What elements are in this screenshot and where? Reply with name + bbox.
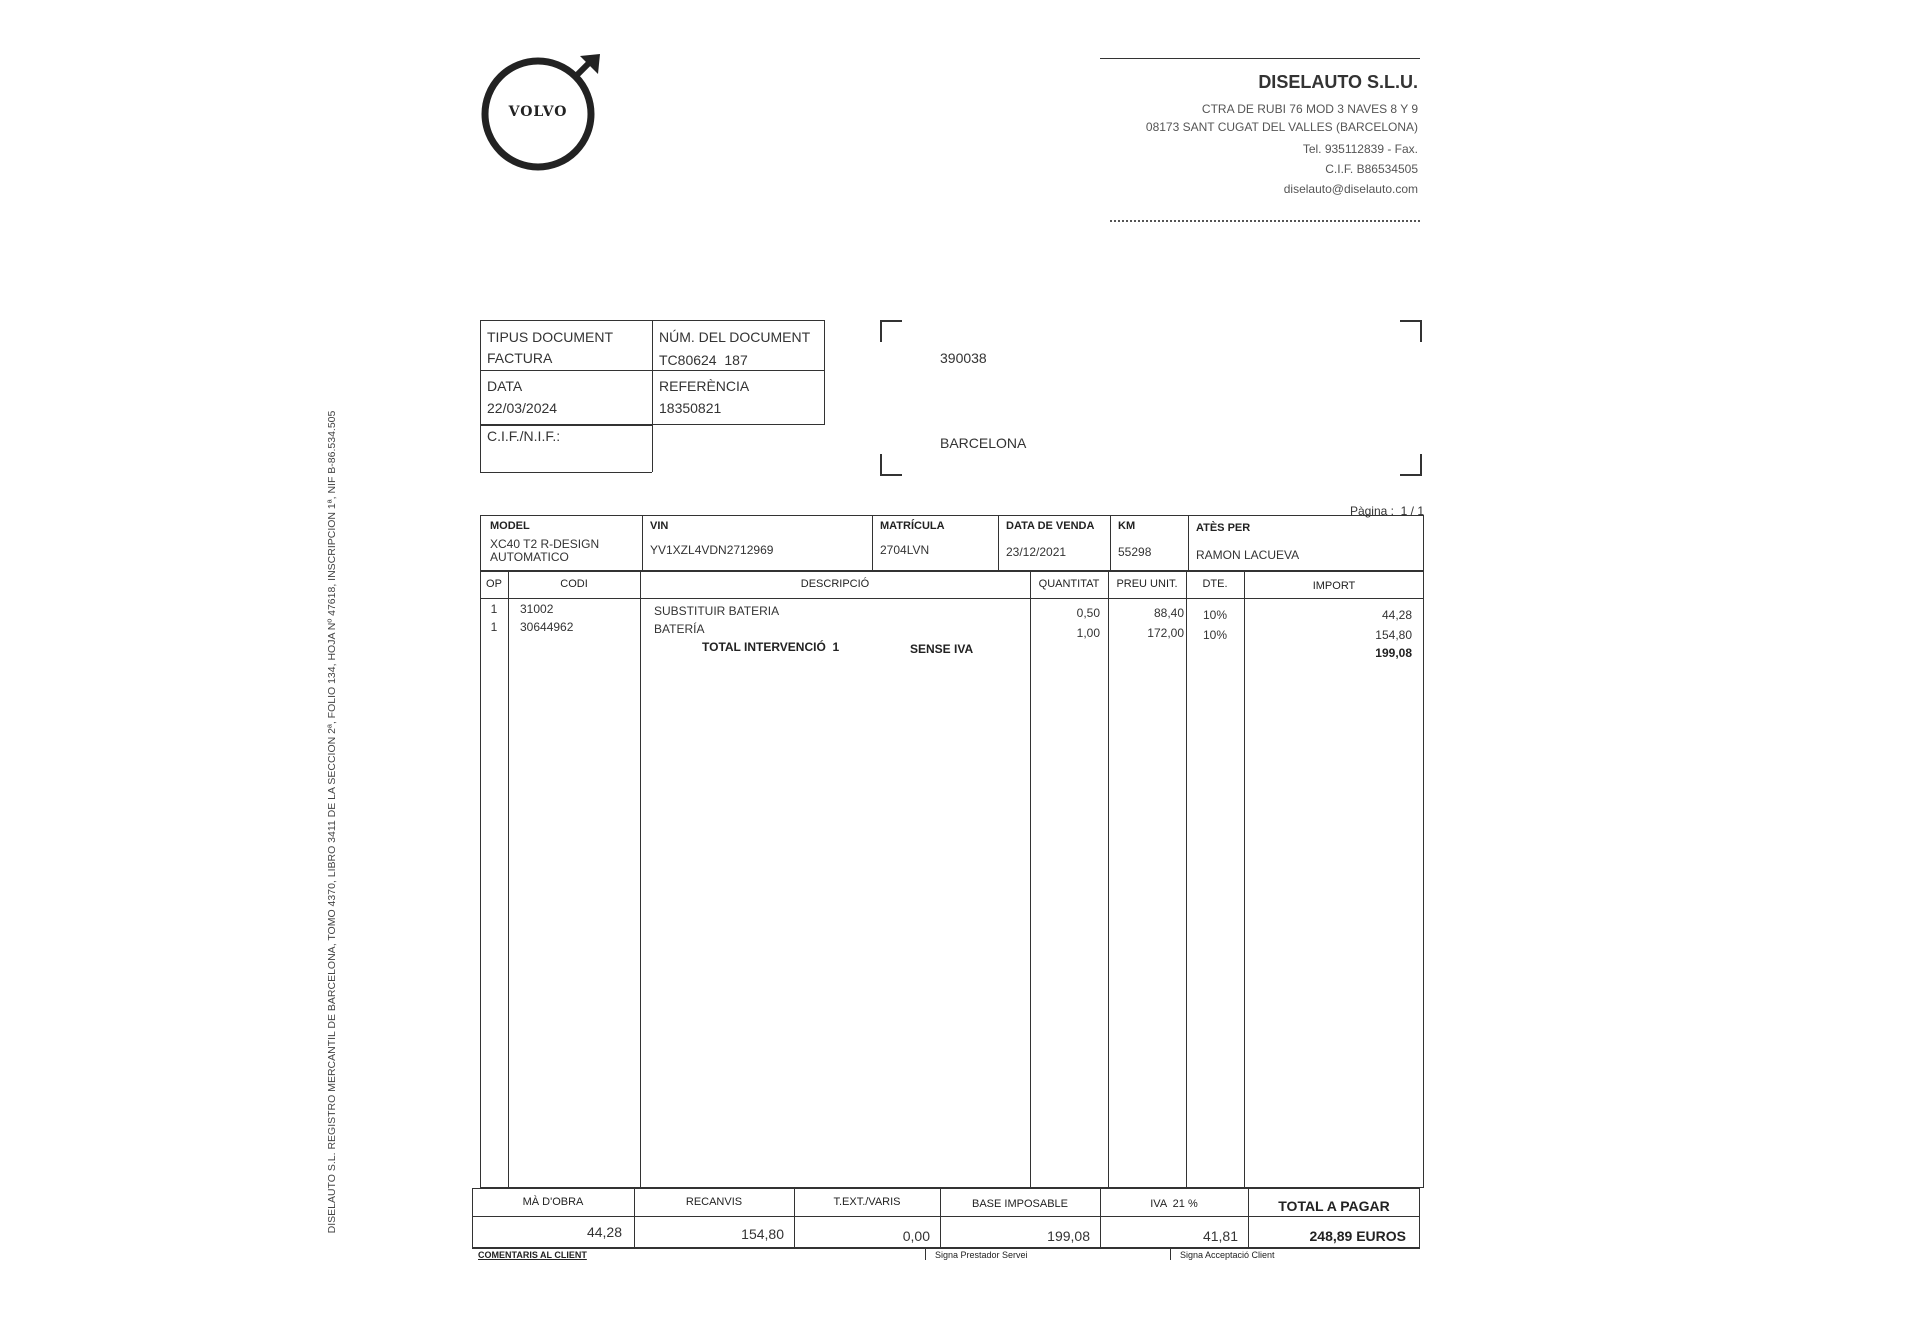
vehicle-plate-label: MATRÍCULA <box>880 520 945 532</box>
col-line-qty <box>1108 571 1109 1188</box>
signature-client-label: Signa Acceptació Client <box>1180 1250 1275 1260</box>
col-header-code: CODI <box>560 578 588 590</box>
page-number: Pàgina : 1 / 1 <box>1349 504 1424 518</box>
labor-value: 44,28 <box>586 1224 622 1240</box>
vehicle-sale-date-value: 23/12/2021 <box>1006 545 1067 559</box>
company-phone: Tel. 935112839 - Fax. <box>1302 142 1418 156</box>
vehicle-model-value-1: XC40 T2 R-DESIGN <box>490 537 600 551</box>
row-2-description: BATERÍA <box>654 622 705 636</box>
intervention-total-value: 199,08 <box>1375 646 1412 660</box>
address-corner-tl <box>880 320 902 342</box>
row-1-op: 1 <box>490 602 498 616</box>
company-top-rule <box>1100 58 1420 59</box>
logo-text: VOLVO <box>508 104 568 120</box>
address-corner-bl <box>880 454 902 476</box>
company-logo <box>478 52 604 178</box>
row-2-op: 1 <box>490 620 498 634</box>
vat-value: 41,81 <box>1202 1228 1238 1244</box>
vehicle-attended-value: RAMON LACUEVA <box>1196 548 1300 562</box>
parts-label: RECANVIS <box>685 1196 743 1208</box>
row-2-discount: 10% <box>1202 628 1228 642</box>
row-1-unit-price: 88,40 <box>1153 606 1184 620</box>
col-header-quantity: QUANTITAT <box>1038 578 1100 590</box>
row-2-quantity: 1,00 <box>1076 626 1100 640</box>
external-value: 0,00 <box>902 1228 930 1244</box>
vat-label: IVA 21 % <box>1150 1198 1198 1210</box>
tax-base-label: BASE IMPOSABLE <box>972 1198 1068 1210</box>
col-line-price <box>1186 571 1187 1188</box>
client-comments-label: COMENTARIS AL CLIENT <box>478 1250 587 1260</box>
row-1-code: 31002 <box>520 602 554 616</box>
company-address-1: CTRA DE RUBI 76 MOD 3 NAVES 8 Y 9 <box>1201 102 1418 116</box>
doc-info-bottom-line <box>480 472 652 473</box>
vehicle-attended-label: ATÈS PER <box>1196 522 1251 534</box>
vehicle-plate-value: 2704LVN <box>880 543 930 557</box>
col-line-op <box>508 571 509 1188</box>
totals-mid-line <box>472 1216 1420 1217</box>
client-code: 390038 <box>940 350 987 366</box>
doc-date-value: 22/03/2024 <box>487 400 558 416</box>
registry-side-text: DISELAUTO S.L. REGISTRO MERCANTIL DE BARCELONA, TOMO 4370, LIBRO 3411 DE LA SECCION 2ª, FOLIO 134, HOJA Nº 47618, INSCRIPCION 1ª, NIF B-86.534.505 <box>326 410 338 1234</box>
vehicle-info-box <box>480 515 1424 571</box>
row-1-description: SUBSTITUIR BATERIA <box>654 604 780 618</box>
company-address-2: 08173 SANT CUGAT DEL VALLES (BARCELONA) <box>1145 120 1418 134</box>
col-line-code <box>640 571 641 1188</box>
row-2-code: 30644962 <box>520 620 574 634</box>
doc-cif-label: C.I.F./N.I.F.: <box>487 428 561 444</box>
company-bottom-rule <box>1110 220 1420 222</box>
doc-number-value: TC80624 187 <box>659 352 748 368</box>
col-header-amount: IMPORT <box>1312 580 1356 592</box>
doc-type-label: TIPUS DOCUMENT <box>487 329 613 345</box>
intervention-total-label: TOTAL INTERVENCIÓ 1 <box>702 640 840 654</box>
col-header-unit-price: PREU UNIT. <box>1116 578 1178 590</box>
total-to-pay-value: 248,89 EUROS <box>1309 1228 1406 1244</box>
veh-div-1 <box>642 515 643 571</box>
doc-type-value: FACTURA <box>487 350 553 366</box>
footer-div-2 <box>1170 1248 1171 1260</box>
veh-div-5 <box>1188 515 1189 571</box>
doc-reference-value: 18350821 <box>659 400 722 416</box>
company-cif: C.I.F. B86534505 <box>1325 162 1418 176</box>
col-line-disc <box>1244 571 1245 1188</box>
parts-value: 154,80 <box>741 1226 784 1242</box>
client-city: BARCELONA <box>940 435 1027 451</box>
company-email: diselauto@diselauto.com <box>1283 182 1418 196</box>
col-header-discount: DTE. <box>1202 578 1228 590</box>
line-items-table <box>480 571 1424 1188</box>
doc-reference-label: REFERÈNCIA <box>659 378 750 394</box>
external-label: T.EXT./VARIS <box>833 1196 901 1208</box>
vehicle-vin-value: YV1XZL4VDN2712969 <box>650 543 774 557</box>
col-header-description: DESCRIPCIÓ <box>800 578 870 590</box>
veh-div-3 <box>998 515 999 571</box>
row-1-amount: 44,28 <box>1381 608 1412 622</box>
vehicle-km-value: 55298 <box>1118 545 1152 559</box>
vehicle-vin-label: VIN <box>650 520 669 532</box>
col-line-desc <box>1030 571 1031 1188</box>
total-to-pay-label: TOTAL A PAGAR <box>1278 1198 1390 1214</box>
intervention-total-note: SENSE IVA <box>910 642 974 656</box>
vehicle-sale-date-label: DATA DE VENDA <box>1006 520 1095 532</box>
labor-label: MÀ D'OBRA <box>522 1196 584 1208</box>
vehicle-model-value-2: AUTOMATICO <box>490 550 569 564</box>
row-1-quantity: 0,50 <box>1076 606 1100 620</box>
doc-info-row-line <box>480 370 825 371</box>
vehicle-model-label: MODEL <box>490 520 530 532</box>
veh-div-4 <box>1110 515 1111 571</box>
row-2-amount: 154,80 <box>1375 628 1412 642</box>
doc-info-left-edge <box>480 425 481 472</box>
vehicle-km-label: KM <box>1118 520 1136 532</box>
col-header-op: OP <box>486 578 502 590</box>
tax-base-value: 199,08 <box>1047 1228 1090 1244</box>
doc-info-row-line-2 <box>480 425 652 426</box>
signature-provider-label: Signa Prestador Servei <box>935 1250 1028 1260</box>
footer-div-1 <box>925 1248 926 1260</box>
doc-info-divider <box>652 320 653 472</box>
veh-div-2 <box>872 515 873 571</box>
doc-date-label: DATA <box>487 378 523 394</box>
address-corner-tr <box>1400 320 1422 342</box>
row-1-discount: 10% <box>1202 608 1228 622</box>
line-items-header-rule <box>480 598 1424 599</box>
company-name: DISELAUTO S.L.U. <box>1258 72 1418 92</box>
doc-number-label: NÚM. DEL DOCUMENT <box>659 329 811 345</box>
address-corner-br <box>1400 454 1422 476</box>
row-2-unit-price: 172,00 <box>1147 626 1184 640</box>
footer-rule <box>472 1248 1420 1249</box>
